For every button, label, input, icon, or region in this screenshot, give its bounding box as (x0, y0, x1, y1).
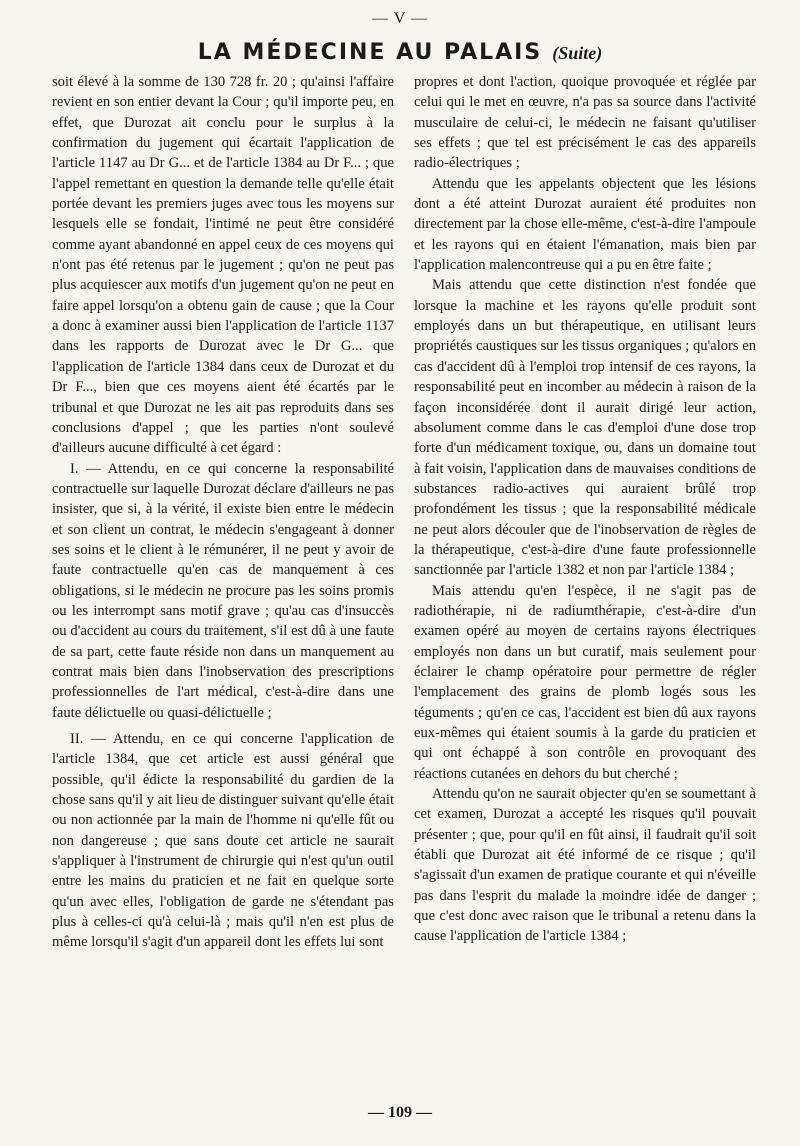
paragraph: Attendu que les appelants objectent que les lésions dont a été atteint Durozat auraient été produites non directement par la chose elle-même, c'est-à-dire l'ampoule et les rayons qui en étaient l'émanation, mais bien par l'application malencontreuse qui a pu en être faite ; (414, 175, 756, 274)
paragraph: propres et dont l'action, quoique provoquée et réglée par celui qui le met en œuvre, n'a pas sa source dans l'activité musculaire de celui-ci, le médecin ne faisant qu'utiliser ses effets ; que tel est précisément le cas des appareils radio-électriques ; (414, 74, 756, 172)
page-number: — 109 — (368, 1104, 432, 1121)
left-column (52, 72, 394, 953)
paragraph: I. — Attendu, en ce qui concerne la responsabilité contractuelle sur laquelle Durozat déclare d'ailleurs ne pas insister, que si, à la vérité, il existe bien entre le médecin et son client un contrat, le médecin s'engageant à donner ses soins et le client à le rémunérer, il ne peut y avoir de faute contractuelle qu'en cas de manquement à ces obligations, si le médecin ne procure pas les soins promis ou les interrompt sans motif grave ; qu'au cas d'insuccès ou d'accident au cours du traitement, s'il est dû à une faute de sa part, cette faute réside non dans un manquement au contrat mais bien dans l'inobservation des prescriptions professionnelles de l'art médical, c'est-à-dire dans une faute délictuelle ou quasi-délictuelle ; (52, 460, 394, 721)
paragraph: soit élevé à la somme de 130 728 fr. 20 ; qu'ainsi l'affaire revient en son entier devant la Cour ; qu'il importe peu, en effet, que Durozat ait conclu pour le surplus à la confirmation du jugement qui écartait l'application de l'article 1147 au Dr G... et de l'article 1384 au Dr F... ; que l'appel remettant en question la demande telle qu'elle était portée devant les premiers juges avec tous les moyens sur lesquels elle se fondait, l'intimé ne peut être considéré comme ayant abandonné en appel ceux de ces moyens qui n'ont pas été retenus par le jugement ; qu'on ne peut pas plus acquiescer aux motifs d'un jugement qu'on ne peut en faire appel lorsqu'on a obtenu gain de cause ; que la Cour a donc à examiner aussi bien l'application de l'article 1137 dans les rapports de Durozat avec le Dr G... que l'application de l'article 1384 dans ceux de Durozat et du Dr F..., bien que ces moyens aient été écartés par le tribunal et que Durozat ne les ait pas reproduits dans ses conclusions d'appel ; que les parties n'ont soulevé d'ailleurs aucune difficulté à cet égard : (52, 74, 394, 457)
paragraph: Mais attendu que cette distinction n'est fondée que lorsque la machine et les rayons qu'elle produit sont employés dans un but thérapeutique, en utilisant leurs propriétés caustiques sur les tissus organiques ; qu'alors en cas d'accident dû à l'emploi trop intensif de ces rayons, la responsabilité peut en incomber au médecin à raison de la façon inconsidérée dont il aurait dirigé leur action, absolument comme dans le cas d'emploi d'une dose trop forte d'un médicament toxique, ou, dans un domaine tout à fait voisin, l'application dans de mauvaises conditions de substances radio-actives qui auraient brûlé trop profondément les tissus ; que la responsabilité médicale ne peut alors découler que de l'inobservation de règles de la thérapeutique, c'est-à-dire d'une faute professionnelle sanctionnée par l'article 1382 et non par l'article 1384 ; (414, 277, 757, 579)
title-suite: (Suite) (552, 43, 603, 63)
right-column (414, 72, 756, 953)
text-columns (52, 72, 756, 953)
title-main: LA MÉDECINE AU PALAIS (197, 40, 543, 65)
paragraph: Mais attendu qu'en l'espèce, il ne s'agit pas de radiothérapie, ni de radiumthérapie, c'est-à-dire d'un examen opéré au moyen de certains rayons électriques employés non dans un but curatif, mais seulement pour éclairer le champ opératoire pour permettre de régler l'emplacement des grains de plomb logés sous les téguments ; qu'en ce cas, l'accident est bien dû aux rayons eux-mêmes qui étaient soumis à la garde du praticien et qui ont échappé à son contrôle en provoquant des réactions cutanées en dehors du but cherché ; (414, 582, 756, 782)
paragraph: II. — Attendu, en ce qui concerne l'application de l'article 1384, que cet article est aussi général que possible, qu'il édicte la responsabilité du gardien de la chose sans qu'il y ait lieu de distinguer suivant qu'elle était ou non actionnée par la main de l'homme ni qu'elle fût ou non dangereuse ; que sans doute cet article ne saurait s'appliquer à l'instrument de chirurgie qui n'est qu'un outil entre les mains du praticien et ne fait en quelque sorte qu'un avec elles, l'obligation de garde ne s'étendant pas plus à celles-ci qu'à celui-là ; mais qu'il n'en est plus de même lorsqu'il s'agit d'un appareil dont les effets lui sont (52, 731, 394, 951)
page-title (0, 40, 800, 65)
section-roman-numeral: — V — (372, 10, 428, 27)
paragraph: Attendu qu'on ne saurait objecter qu'en se soumettant à cet examen, Durozat a accepté les risques qu'il pouvait présenter ; que, pour qu'il en fût ainsi, il faudrait qu'il soit établi que Durozat ait été informé de ce risque ; qu'il s'agissait d'un examen de pratique courante et qui n'éveille pas dans l'esprit du malade la moindre idée de danger ; que c'est donc avec raison que le tribunal a retenu dans la cause l'application de l'article 1384 ; (414, 786, 756, 945)
